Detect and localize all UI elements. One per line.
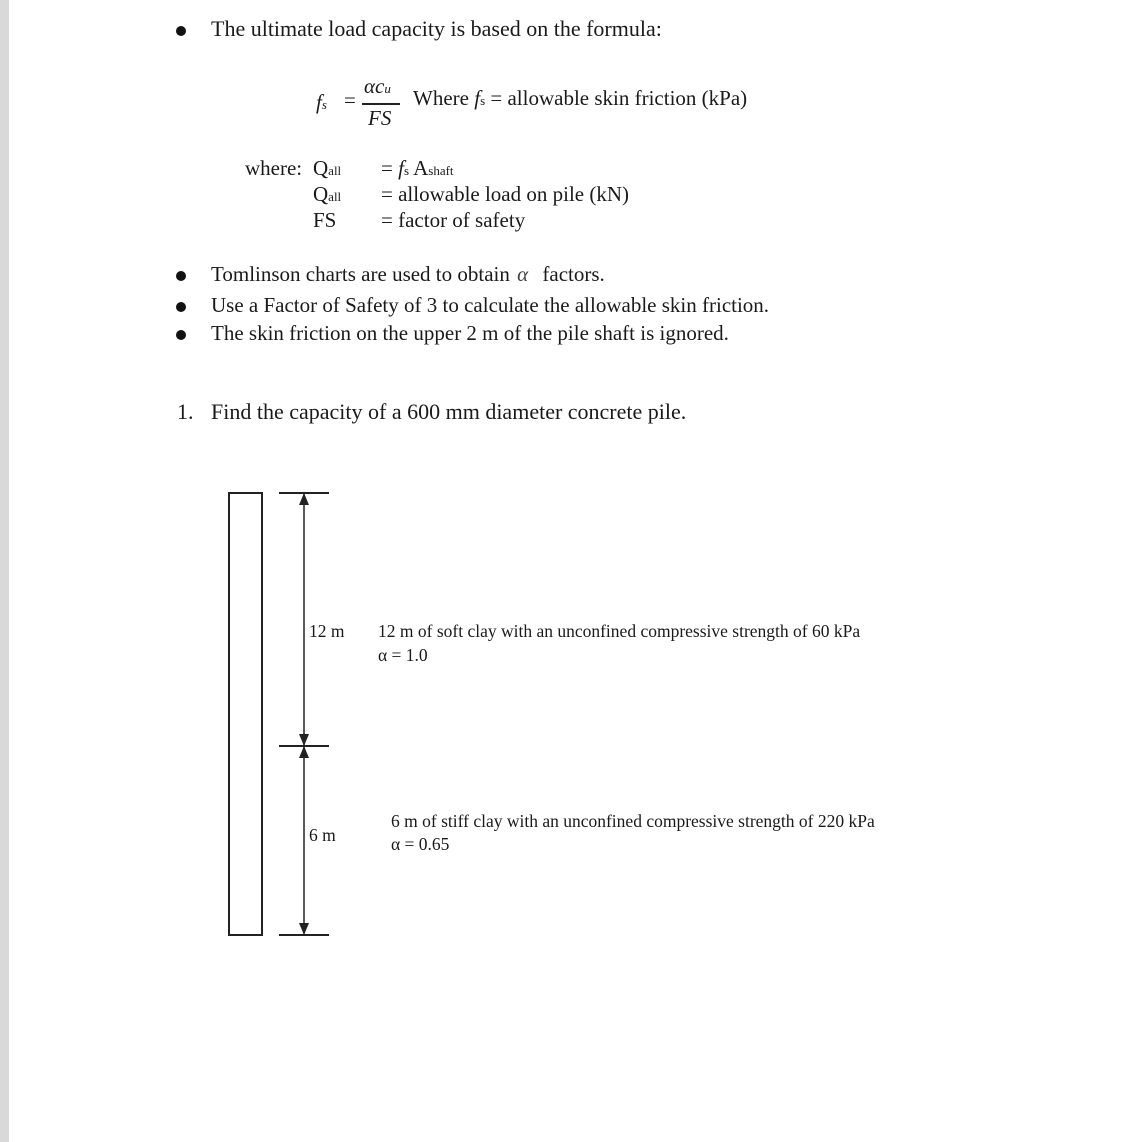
symbol-qall-1: Qall — [313, 156, 342, 180]
alpha-symbol: α — [517, 262, 529, 286]
formula-numerator: αcu — [364, 74, 391, 98]
bullet-dot — [176, 302, 186, 312]
symbol-qall-2: Qall — [313, 182, 342, 206]
layer-2-depth-label: 6 m — [309, 825, 336, 845]
arrow-head-bottom — [299, 923, 309, 935]
bullet-dot — [176, 330, 186, 340]
bullet-dot — [176, 271, 186, 281]
bullet-skin-friction: The skin friction on the upper 2 m of the pile shaft is ignored. — [211, 321, 729, 345]
formula-where-clause: Where fs = allowable skin friction (kPa) — [413, 86, 748, 110]
page-left-edge — [0, 0, 9, 1142]
layer-2-alpha: α = 0.65 — [391, 834, 450, 854]
arrow-head-top — [299, 493, 309, 505]
layer-1-depth-label: 12 m — [309, 621, 345, 641]
layer-1-description: 12 m of soft clay with an unconfined compressive strength of 60 kPa — [378, 621, 861, 641]
bullet-formula-intro: The ultimate load capacity is based on the formula: — [211, 16, 662, 41]
bullet-tomlinson: Tomlinson charts are used to obtain α factors. — [211, 262, 605, 286]
bullet-factor-of-safety: Use a Factor of Safety of 3 to calculate the allowable skin friction. — [211, 293, 770, 317]
formula-lhs: fs — [316, 90, 327, 114]
def-fs-text: = factor of safety — [381, 208, 526, 232]
fraction-bar — [362, 103, 400, 105]
arrow-head-mid-up — [299, 746, 309, 758]
where-label: where: — [245, 156, 303, 180]
def-qall-formula: = fs Ashaft — [381, 156, 454, 180]
arrow-head-mid-down — [299, 734, 309, 746]
symbol-fs: FS — [313, 208, 337, 232]
formula-equals: = — [344, 88, 356, 112]
question-text: Find the capacity of a 600 mm diameter concrete pile. — [211, 399, 687, 424]
pile-shaft — [229, 493, 262, 935]
def-qall-text: = allowable load on pile (kN) — [381, 182, 630, 206]
question-number: 1. — [177, 399, 194, 424]
formula-denominator: FS — [368, 106, 392, 130]
layer-2-description: 6 m of stiff clay with an unconfined compressive strength of 220 kPa — [391, 811, 875, 831]
layer-1-alpha: α = 1.0 — [378, 645, 428, 665]
bullet-dot — [176, 26, 186, 36]
